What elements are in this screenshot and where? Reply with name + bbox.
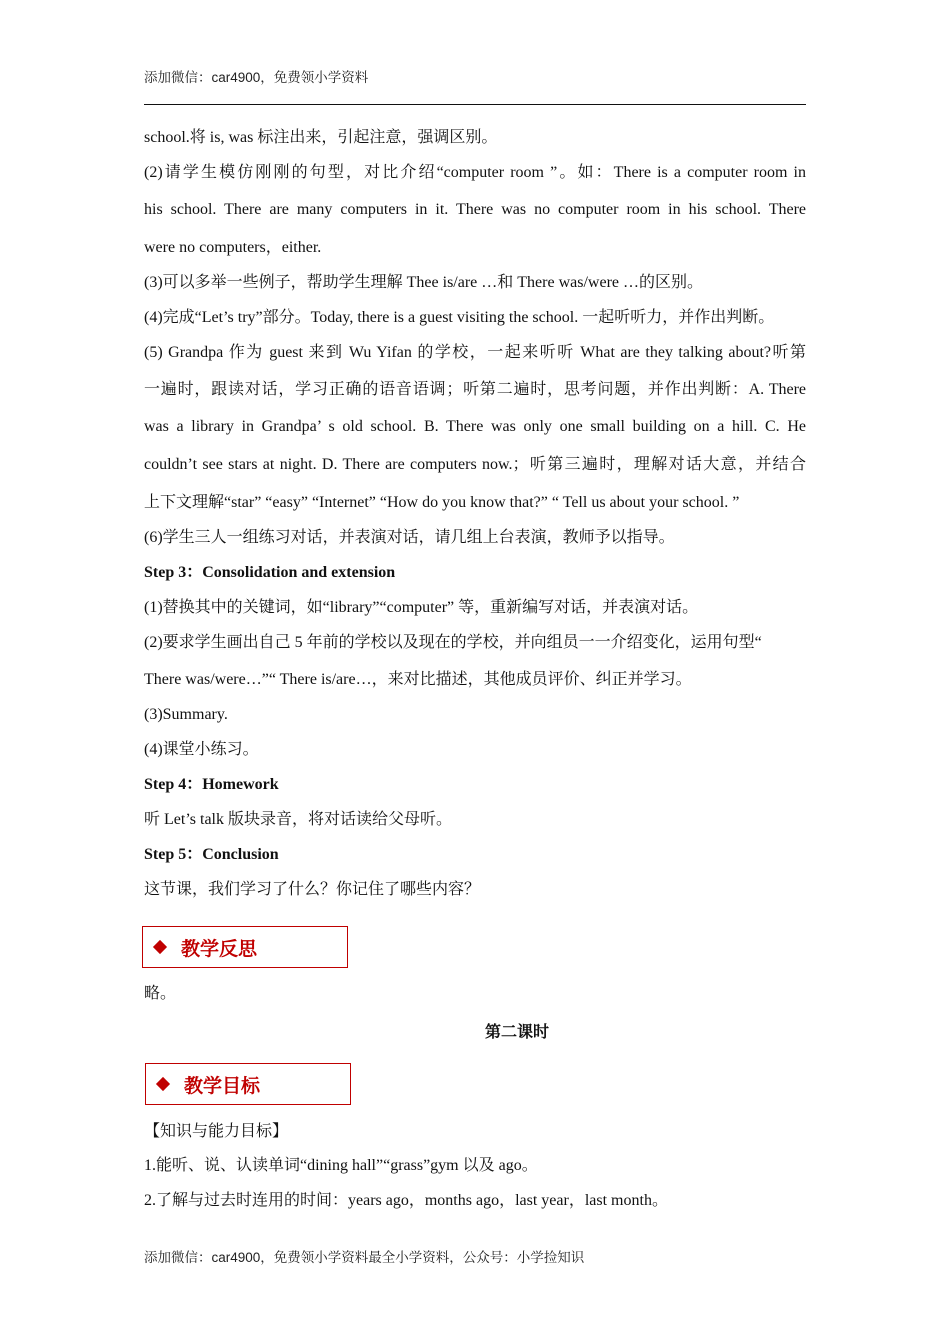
goal-item: 1.能听、说、认读单词“dining hall”“grass”gym 以及 ago。 xyxy=(144,1157,538,1174)
paragraph-line: (2)请学生模仿刚刚的句型，对比介绍“computer room ”。如：There is a computer room in xyxy=(144,164,806,181)
reflection-section-header xyxy=(142,926,348,968)
paragraph-line: (4)完成“Let’s try”部分。Today, there is a guest visiting the school. 一起听听力，并作出判断。 xyxy=(144,309,775,326)
step-heading: Step 4：Homework xyxy=(144,776,279,793)
paragraph-line: his school. There are many computers in it. There was no computer room in his school. There xyxy=(144,201,806,218)
paragraph-line: 一遍时，跟读对话，学习正确的语音语调；听第二遍时，思考问题，并作出判断：A. There xyxy=(144,381,806,398)
paragraph-line: were no computers，either. xyxy=(144,239,322,256)
paragraph-line: (4)课堂小练习。 xyxy=(144,741,259,758)
paragraph-line: (5) Grandpa 作为 guest 来到 Wu Yifan 的学校，一起来听听 What are they talking about?听第 xyxy=(144,344,806,361)
paragraph-line: There was/were…”“ There is/are…，来对比描述，其他成员评价、纠正并学习。 xyxy=(144,671,692,688)
paragraph-line: 听 Let’s talk 版块录音，将对话读给父母听。 xyxy=(144,811,452,828)
goals-title: 教学目标 xyxy=(184,1074,261,1097)
diamond-bullet-icon xyxy=(156,1077,170,1091)
reflection-text: 略。 xyxy=(144,985,177,1002)
diamond-bullet-icon xyxy=(153,940,167,954)
lesson-title: 第二课时 xyxy=(484,1024,549,1041)
paragraph-line: was a library in Grandpa’ s old school. B. There was only one small building on a hill. C. He xyxy=(144,418,806,435)
goals-section-header xyxy=(145,1063,351,1105)
paragraph-line: school.将 is, was 标注出来，引起注意，强调区别。 xyxy=(144,129,498,146)
paragraph-line: couldn’t see stars at night. D. There are computers now.；听第三遍时，理解对话大意，并结合 xyxy=(144,456,806,473)
step-heading: Step 5：Conclusion xyxy=(144,846,279,863)
paragraph-line: (3)可以多举一些例子，帮助学生理解 Thee is/are …和 There was/were …的区别。 xyxy=(144,274,704,291)
goal-item: 2.了解与过去时连用的时间：years ago，months ago，last year，last month。 xyxy=(144,1192,668,1209)
step-heading: Step 3：Consolidation and extension xyxy=(144,564,396,581)
header-divider xyxy=(144,104,806,105)
header-text: 添加微信：car4900，免费领小学资料 xyxy=(144,70,369,85)
page-footer: 添加微信：car4900，免费领小学资料最全小学资料，公众号：小学捡知识 xyxy=(144,1250,585,1265)
paragraph-line: (1)替换其中的关键词，如“library”“computer” 等，重新编写对话，并表演对话。 xyxy=(144,599,699,616)
goals-subheading: 【知识与能力目标】 xyxy=(144,1123,289,1140)
paragraph-line: 这节课，我们学习了什么？你记住了哪些内容？ xyxy=(144,881,481,898)
paragraph-line: (2)要求学生画出自己 5 年前的学校以及现在的学校，并向组员一一介绍变化，运用句型“ xyxy=(144,634,762,651)
reflection-title: 教学反思 xyxy=(181,937,258,960)
paragraph-line: (3)Summary. xyxy=(144,706,228,723)
paragraph-line: (6)学生三人一组练习对话，并表演对话，请几组上台表演，教师予以指导。 xyxy=(144,529,675,546)
paragraph-line: 上下文理解“star” “easy” “Internet” “How do you know that?” “ Tell us about your school. ” xyxy=(144,494,740,511)
